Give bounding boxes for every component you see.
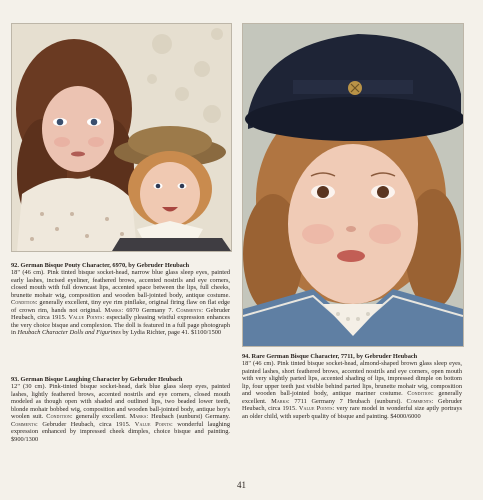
marks-text: Heubach (sunburst) Germany. <box>148 413 230 421</box>
marks-text: 7711 Germany 7 Heubach (sunburst). <box>289 397 402 405</box>
comments-text: Gebruder Heubach, circa 1915. <box>37 420 131 428</box>
marks-text: 6970 Germany 7. <box>123 306 174 314</box>
caption-item-94 <box>242 353 462 420</box>
value-points-text: very rare model in wonderful size aptly portrays an older child, with superb quality of bisque and painting. $4000/6000 <box>242 405 462 420</box>
condition-label: Condition: <box>46 413 73 421</box>
caption-item-93 <box>11 376 230 443</box>
marks-label: Marks: <box>129 413 149 421</box>
value-points-label: Value Points: <box>68 314 105 322</box>
value-points-label: Value Points: <box>134 420 173 428</box>
caption-description: 18" (46 cm). Pink tinted bisque socket-head, narrow blue glass sleep eyes, painted early lashes, incised eyeliner, feathered brows, accented nostrils and eye corners, closed mouth with full downcast lips, accented space between the lips, full cheeks, brunette mohair wig, composition and wooden ball-jointed body, antique costume. <box>11 269 230 299</box>
condition-label: Condition: <box>11 299 38 307</box>
caption-title: 92. German Bisque Pouty Character, 6970, by Gebruder Heubach <box>11 262 190 269</box>
marks-label: Marks: <box>104 306 124 314</box>
book-title: Heubach Character Dolls and Figurines <box>17 329 121 337</box>
condition-label: Condition: <box>407 390 434 398</box>
condition-text: generally excellent. <box>72 413 127 421</box>
value-points-text: wonderful laughing expression enhanced by impressed cheek dimples, choice bisque and painting. $900/1300 <box>11 420 230 443</box>
caption-description: 12" (30 cm). Pink-tinted bisque socket-head, dark blue glass sleep eyes, painted lashes, lightly feathered brows, accented nostrils and eye corners, closed mouth modeled as though open with shaded and outlined lips, two beaded lower teeth, blonde mohair bobbed wig, composition and wooden ball-jointed body, antique boy's woolen suit. <box>11 383 230 421</box>
caption-description: 18" (46 cm). Pink tinted bisque socket-head, almond-shaped brown glass sleep eyes, painted lashes, short feathered brows, accented nostrils and eye corners, open mouth with very slightly parted lips, accented shading of lips, impressed dimple on bottom lip, four upper teeth just visible behind parted lips, brunette mohair wig, composition and wooden ball-jointed body, antique mariner costume. <box>242 360 462 398</box>
condition-text: generally excellent, tiny eye rim pinflake, original firing flaw on flat edge of crown rim, hands not original. <box>11 299 230 314</box>
comments-text: Gebruder Heubach, circa 1915. <box>242 397 462 413</box>
photo-dolls-92-93 <box>11 23 232 252</box>
doll-photo-illustration <box>12 24 231 251</box>
doll-photo-illustration <box>243 24 463 346</box>
caption-item-92 <box>11 262 230 337</box>
condition-text: generally excellent. <box>242 390 462 405</box>
value-points-label: Value Points: <box>298 405 335 413</box>
caption-title: 93. German Bisque Laughing Character by Gebruder Heubach <box>11 376 183 383</box>
comments-label: Comments: <box>176 306 204 314</box>
page-number: 41 <box>237 480 246 490</box>
caption-title: 94. Rare German Bisque Character, 7711, by Gebruder Heubach <box>242 353 418 360</box>
photo-doll-94 <box>242 23 464 347</box>
comments-text: Gebruder Heubach, circa 1915. <box>11 306 230 322</box>
value-points-tail: by Lydia Richter, page 41. $1100/1500 <box>120 329 222 337</box>
comments-label: Comments: <box>406 397 434 405</box>
comments-label: Comments: <box>11 420 38 428</box>
marks-label: Marks: <box>271 397 290 405</box>
value-points-text: especially pleasing wistful expression enhances the very choice bisque and complexion. The doll is featured in a full page photograph in <box>11 314 231 337</box>
